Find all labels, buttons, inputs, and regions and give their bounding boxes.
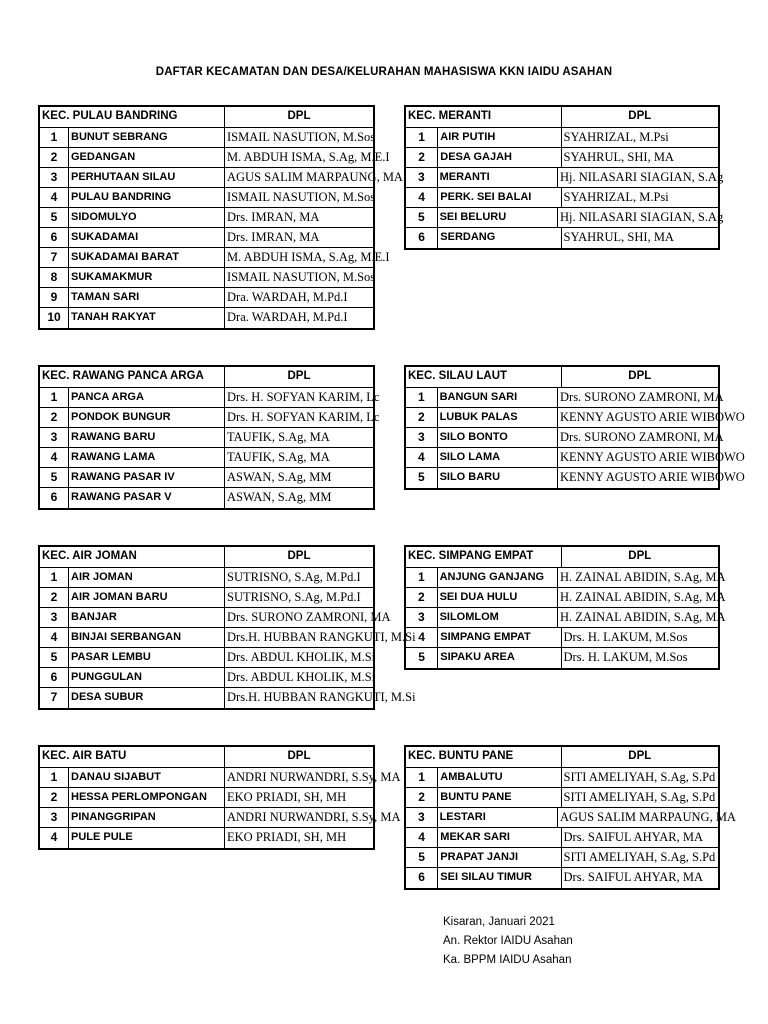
dpl-name: Drs. IMRAN, MA <box>227 210 320 224</box>
dpl-name: Drs. SURONO ZAMRONI, MA <box>560 430 724 444</box>
row-number: 3 <box>406 168 438 187</box>
table-row <box>406 168 724 188</box>
row-number: 2 <box>406 148 438 167</box>
dpl-name: Drs. SURONO ZAMRONI, MA <box>227 610 391 624</box>
dpl-name: SITI AMELIYAH, S.Ag, S.Pd <box>563 790 716 804</box>
desa-name: BANGUN SARI <box>438 388 558 407</box>
table-row <box>40 268 376 288</box>
desa-name: BINJAI SERBANGAN <box>69 628 225 647</box>
dpl-name: H. ZAINAL ABIDIN, S.Ag, MA <box>560 610 726 624</box>
dpl-name: ASWAN, S.Ag, MM <box>227 490 332 504</box>
row-number: 5 <box>406 468 438 488</box>
dpl-name: AGUS SALIM MARPAUNG, MA <box>560 810 736 824</box>
dpl-header: DPL <box>287 550 311 562</box>
table-row <box>406 208 724 228</box>
row-number: 4 <box>40 828 69 848</box>
table-row <box>406 768 718 788</box>
dpl-name: SUTRISNO, S.Ag, M.Pd.I <box>227 570 361 584</box>
row-number: 2 <box>406 788 438 807</box>
table-row <box>40 168 403 188</box>
row-number: 5 <box>40 648 69 667</box>
table-row <box>406 408 745 428</box>
row-number: 3 <box>40 168 69 187</box>
table-row <box>40 428 373 448</box>
table-row <box>40 448 373 468</box>
table-row <box>40 128 376 148</box>
desa-name: AIR JOMAN BARU <box>69 588 225 607</box>
table-row <box>406 608 726 628</box>
table-row <box>40 208 373 228</box>
desa-name: SEI BELURU <box>438 208 558 227</box>
desa-name: AMBALUTU <box>438 768 561 787</box>
row-number: 5 <box>406 848 438 867</box>
dpl-name: Drs. IMRAN, MA <box>227 230 320 244</box>
dpl-name: KENNY AGUSTO ARIE WIBOWO <box>560 410 745 424</box>
table-row <box>406 628 718 648</box>
table-row <box>40 688 416 708</box>
desa-name: RAWANG BARU <box>69 428 225 447</box>
desa-name: SIMPANG EMPAT <box>438 628 561 647</box>
dpl-name: KENNY AGUSTO ARIE WIBOWO <box>560 470 745 484</box>
dpl-name: Drs. SURONO ZAMRONI, MA <box>560 390 724 404</box>
dpl-header: DPL <box>628 110 652 122</box>
desa-name: PINANGGRIPAN <box>69 808 225 827</box>
kecamatan-table <box>404 365 745 490</box>
row-number: 6 <box>406 228 438 248</box>
row-number: 10 <box>40 308 69 328</box>
dpl-name: Drs. H. LAKUM, M.Sos <box>563 630 688 644</box>
table-row <box>406 788 718 808</box>
dpl-name: Hj. NILASARI SIAGIAN, S.Ag <box>560 210 724 224</box>
desa-name: MERANTI <box>438 168 558 187</box>
table-row <box>40 388 380 408</box>
kecamatan-table <box>38 545 416 710</box>
row-number: 4 <box>406 188 438 207</box>
row-number: 4 <box>40 188 69 207</box>
table-row <box>40 308 373 328</box>
table-row <box>40 188 376 208</box>
desa-name: SUKADAMAI <box>69 228 225 247</box>
signature-line-1: An. Rektor IAIDU Asahan <box>443 935 573 947</box>
table-row <box>406 148 718 168</box>
desa-name: DESA GAJAH <box>438 148 561 167</box>
table-row <box>40 408 380 428</box>
row-number: 3 <box>40 808 69 827</box>
desa-name: RAWANG PASAR IV <box>69 468 225 487</box>
row-number: 3 <box>40 428 69 447</box>
row-number: 6 <box>40 668 69 687</box>
row-number: 2 <box>40 148 69 167</box>
row-number: 4 <box>40 628 69 647</box>
dpl-name: Drs. H. SOFYAN KARIM, Lc <box>227 410 380 424</box>
desa-name: PASAR LEMBU <box>69 648 225 667</box>
row-number: 9 <box>40 288 69 307</box>
table-row <box>40 828 373 848</box>
table-row <box>40 768 401 788</box>
table-row <box>40 468 373 488</box>
desa-name: PERHUTAAN SILAU <box>69 168 225 187</box>
row-number: 7 <box>40 248 69 267</box>
table-row <box>406 128 718 148</box>
table-row <box>406 848 718 868</box>
desa-name: SUKAMAKMUR <box>69 268 225 287</box>
table-row <box>40 808 401 828</box>
desa-name: DANAU SIJABUT <box>69 768 225 787</box>
row-number: 3 <box>406 808 438 827</box>
dpl-name: ASWAN, S.Ag, MM <box>227 470 332 484</box>
table-header-row <box>406 747 718 768</box>
desa-name: BUNUT SEBRANG <box>69 128 225 147</box>
dpl-name: SUTRISNO, S.Ag, M.Pd.I <box>227 590 361 604</box>
row-number: 1 <box>40 388 69 407</box>
kecamatan-name: KEC. SILAU LAUT <box>406 367 562 387</box>
row-number: 6 <box>40 488 69 508</box>
kecamatan-table <box>404 745 736 890</box>
dpl-name: Drs.H. HUBBAN RANGKUTI, M.Si <box>227 630 416 644</box>
desa-name: PULAU BANDRING <box>69 188 225 207</box>
document-title: DAFTAR KECAMATAN DAN DESA/KELURAHAN MAHASISWA KKN IAIDU ASAHAN <box>155 66 613 78</box>
row-number: 2 <box>40 788 69 807</box>
row-number: 6 <box>406 868 438 888</box>
desa-name: PERK. SEI BALAI <box>438 188 561 207</box>
desa-name: PANCA ARGA <box>69 388 225 407</box>
dpl-name: KENNY AGUSTO ARIE WIBOWO <box>560 450 745 464</box>
dpl-name: H. ZAINAL ABIDIN, S.Ag, MA <box>560 590 726 604</box>
dpl-name: SYAHRIZAL, M.Psi <box>563 190 669 204</box>
dpl-header: DPL <box>287 370 311 382</box>
desa-name: MEKAR SARI <box>438 828 561 847</box>
dpl-name: SYAHRUL, SHI, MA <box>563 150 674 164</box>
dpl-name: TAUFIK, S.Ag, MA <box>227 430 330 444</box>
row-number: 2 <box>40 408 69 427</box>
dpl-name: Drs. H. LAKUM, M.Sos <box>563 650 688 664</box>
desa-name: SILOMLOM <box>438 608 558 627</box>
dpl-name: H. ZAINAL ABIDIN, S.Ag, MA <box>560 570 726 584</box>
kecamatan-table <box>38 745 401 850</box>
desa-name: BUNTU PANE <box>438 788 561 807</box>
row-number: 3 <box>40 608 69 627</box>
row-number: 8 <box>40 268 69 287</box>
table-header-row <box>40 547 373 568</box>
signature-place-date: Kisaran, Januari 2021 <box>443 916 555 928</box>
dpl-header: DPL <box>628 750 652 762</box>
table-row <box>406 428 724 448</box>
desa-name: LUBUK PALAS <box>438 408 558 427</box>
dpl-name: Drs. H. SOFYAN KARIM, Lc <box>227 390 380 404</box>
desa-name: SILO LAMA <box>438 448 558 467</box>
desa-name: RAWANG PASAR V <box>69 488 225 508</box>
table-header-row <box>406 367 718 388</box>
dpl-name: ANDRI NURWANDRI, S.Sy, MA <box>227 810 401 824</box>
kecamatan-table <box>404 545 726 670</box>
table-row <box>40 668 376 688</box>
dpl-name: M. ABDUH ISMA, S.Ag, M.E.I <box>227 250 390 264</box>
dpl-name: M. ABDUH ISMA, S.Ag, M.E.I <box>227 150 390 164</box>
table-row <box>406 448 745 468</box>
table-row <box>40 288 373 308</box>
dpl-header: DPL <box>628 370 652 382</box>
table-row <box>40 588 373 608</box>
desa-name: SIPAKU AREA <box>438 648 561 668</box>
desa-name: SEI SILAU TIMUR <box>438 868 561 888</box>
row-number: 5 <box>40 208 69 227</box>
dpl-name: ISMAIL NASUTION, M.Sos <box>227 270 376 284</box>
table-header-row <box>40 367 373 388</box>
kecamatan-name: KEC. AIR JOMAN <box>40 547 225 567</box>
kecamatan-name: KEC. AIR BATU <box>40 747 225 767</box>
kecamatan-name: KEC. SIMPANG EMPAT <box>406 547 562 567</box>
desa-name: PRAPAT JANJI <box>438 848 561 867</box>
dpl-name: SITI AMELIYAH, S.Ag, S.Pd <box>563 850 716 864</box>
table-header-row <box>40 747 373 768</box>
table-row <box>406 188 718 208</box>
desa-name: PULE PULE <box>69 828 225 848</box>
row-number: 4 <box>40 448 69 467</box>
row-number: 3 <box>406 608 438 627</box>
row-number: 1 <box>406 568 438 587</box>
row-number: 1 <box>406 768 438 787</box>
row-number: 1 <box>406 128 438 147</box>
table-row <box>40 148 390 168</box>
row-number: 2 <box>40 588 69 607</box>
row-number: 5 <box>40 468 69 487</box>
table-row <box>406 388 724 408</box>
dpl-name: Drs. ABDUL KHOLIK, M.Si <box>227 670 376 684</box>
kecamatan-name: KEC. MERANTI <box>406 107 562 127</box>
table-row <box>406 228 718 248</box>
kecamatan-table <box>38 365 380 510</box>
table-row <box>406 648 718 668</box>
desa-name: GEDANGAN <box>69 148 225 167</box>
table-row <box>406 468 745 488</box>
desa-name: SIDOMULYO <box>69 208 225 227</box>
dpl-name: Drs. SAIFUL AHYAR, MA <box>563 870 704 884</box>
row-number: 4 <box>406 628 438 647</box>
dpl-name: EKO PRIADI, SH, MH <box>227 790 347 804</box>
row-number: 4 <box>406 828 438 847</box>
desa-name: SILO BARU <box>438 468 558 488</box>
dpl-name: ISMAIL NASUTION, M.Sos <box>227 190 376 204</box>
desa-name: SUKADAMAI BARAT <box>69 248 225 267</box>
dpl-name: EKO PRIADI, SH, MH <box>227 830 347 844</box>
desa-name: TAMAN SARI <box>69 288 225 307</box>
table-header-row <box>406 107 718 128</box>
desa-name: SEI DUA HULU <box>438 588 558 607</box>
table-row <box>40 488 373 508</box>
table-header-row <box>40 107 373 128</box>
desa-name: AIR PUTIH <box>438 128 561 147</box>
table-row <box>406 568 726 588</box>
row-number: 1 <box>40 768 69 787</box>
table-row <box>40 228 373 248</box>
desa-name: TANAH RAKYAT <box>69 308 225 328</box>
dpl-name: Dra. WARDAH, M.Pd.I <box>227 310 348 324</box>
desa-name: ANJUNG GANJANG <box>438 568 558 587</box>
desa-name: LESTARI <box>438 808 558 827</box>
dpl-name: TAUFIK, S.Ag, MA <box>227 450 330 464</box>
dpl-name: Drs. ABDUL KHOLIK, M.Si <box>227 650 376 664</box>
desa-name: DESA SUBUR <box>69 688 225 708</box>
row-number: 1 <box>40 568 69 587</box>
signature-line-2: Ka. BPPM IAIDU Asahan <box>443 954 572 966</box>
dpl-name: Dra. WARDAH, M.Pd.I <box>227 290 348 304</box>
desa-name: RAWANG LAMA <box>69 448 225 467</box>
kecamatan-table <box>38 105 403 330</box>
dpl-name: SYAHRIZAL, M.Psi <box>563 130 669 144</box>
row-number: 3 <box>406 428 438 447</box>
table-row <box>406 808 736 828</box>
row-number: 2 <box>406 408 438 427</box>
row-number: 5 <box>406 208 438 227</box>
dpl-name: ANDRI NURWANDRI, S.Sy, MA <box>227 770 401 784</box>
kecamatan-name: KEC. PULAU BANDRING <box>40 107 225 127</box>
table-row <box>40 628 416 648</box>
dpl-name: SITI AMELIYAH, S.Ag, S.Pd <box>563 770 716 784</box>
dpl-header: DPL <box>287 110 311 122</box>
dpl-name: ISMAIL NASUTION, M.Sos <box>227 130 376 144</box>
row-number: 5 <box>406 648 438 668</box>
desa-name: BANJAR <box>69 608 225 627</box>
table-row <box>40 608 391 628</box>
dpl-header: DPL <box>628 550 652 562</box>
table-row <box>40 568 373 588</box>
row-number: 1 <box>406 388 438 407</box>
row-number: 6 <box>40 228 69 247</box>
table-row <box>406 868 718 888</box>
kecamatan-name: KEC. RAWANG PANCA ARGA <box>40 367 225 387</box>
kecamatan-table <box>404 105 724 250</box>
table-row <box>406 588 726 608</box>
kecamatan-name: KEC. BUNTU PANE <box>406 747 562 767</box>
table-row <box>40 788 373 808</box>
desa-name: HESSA PERLOMPONGAN <box>69 788 225 807</box>
dpl-name: AGUS SALIM MARPAUNG, MA <box>227 170 403 184</box>
desa-name: PONDOK BUNGUR <box>69 408 225 427</box>
table-row <box>406 828 718 848</box>
row-number: 2 <box>406 588 438 607</box>
desa-name: PUNGGULAN <box>69 668 225 687</box>
dpl-header: DPL <box>287 750 311 762</box>
dpl-name: Drs.H. HUBBAN RANGKUTI, M.Si <box>227 690 416 704</box>
row-number: 7 <box>40 688 69 708</box>
desa-name: AIR JOMAN <box>69 568 225 587</box>
row-number: 4 <box>406 448 438 467</box>
desa-name: SILO BONTO <box>438 428 558 447</box>
table-header-row <box>406 547 718 568</box>
table-row <box>40 248 390 268</box>
row-number: 1 <box>40 128 69 147</box>
dpl-name: SYAHRUL, SHI, MA <box>563 230 674 244</box>
desa-name: SERDANG <box>438 228 561 248</box>
dpl-name: Drs. SAIFUL AHYAR, MA <box>563 830 704 844</box>
table-row <box>40 648 376 668</box>
dpl-name: Hj. NILASARI SIAGIAN, S.Ag <box>560 170 724 184</box>
